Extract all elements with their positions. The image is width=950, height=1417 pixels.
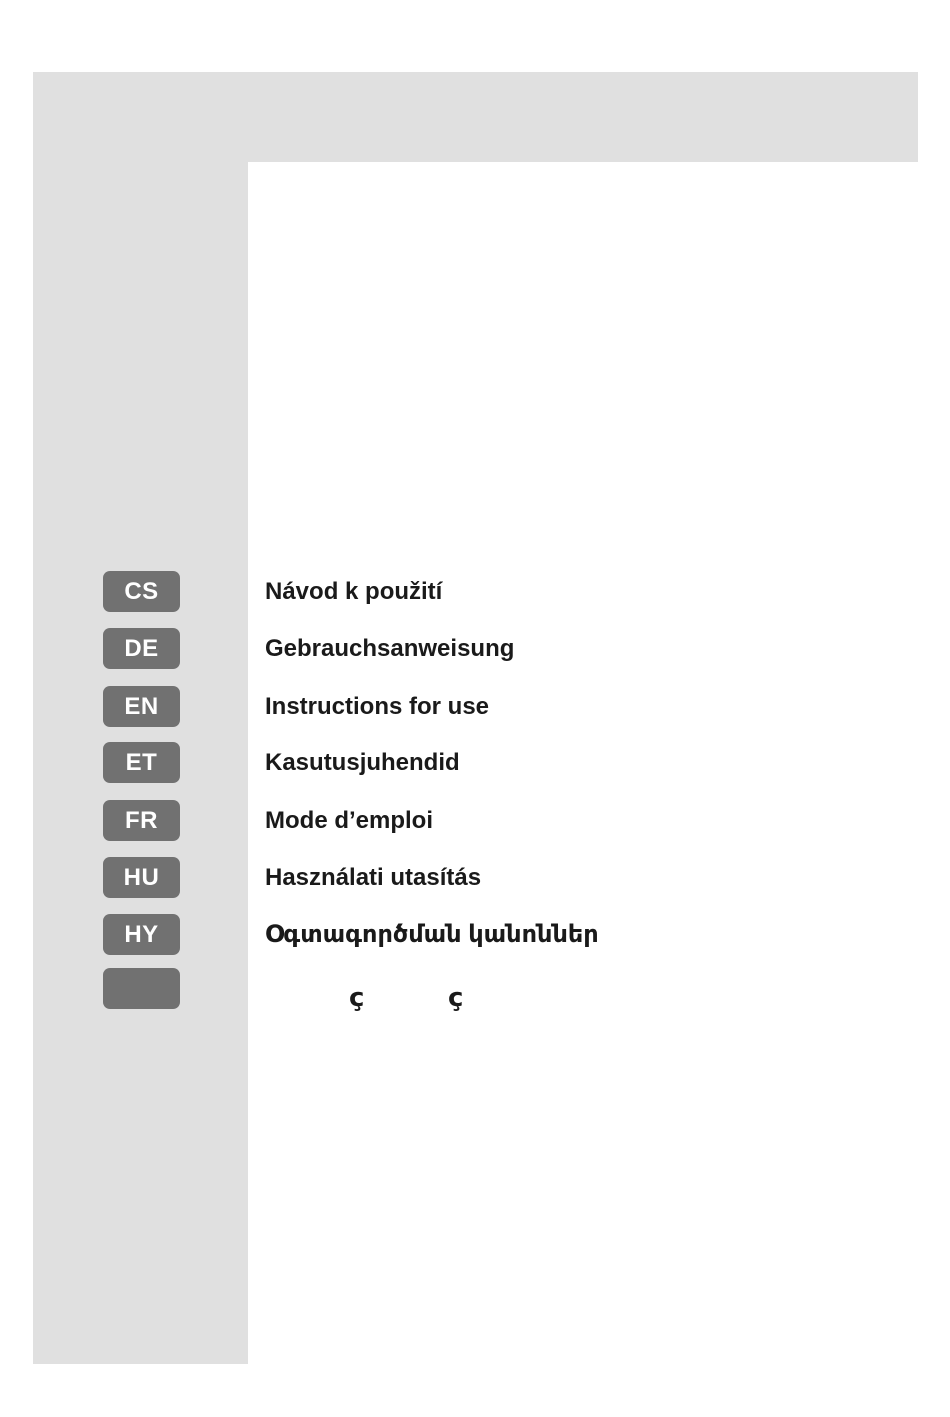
language-badge-hy: HY [103,914,180,955]
language-badge-hu: HU [103,857,180,898]
language-badge-de: DE [103,628,180,669]
language-title-en: Instructions for use [265,692,490,720]
language-badge-fr: FR [103,800,180,841]
language-title-cs: Návod k použití [265,577,443,605]
language-title-hy: Օգտագործման կանոններ [265,921,599,948]
language-title-et: Kasutusjuhendid [265,748,460,776]
language-badge-blank [103,968,180,1009]
language-badge-cs: CS [103,571,180,612]
language-title-de: Gebrauchsanweisung [265,634,515,662]
language-title-fr: Mode d’emploi [265,806,433,834]
partial-glyph-1: ç [349,983,365,1013]
language-badge-en: EN [103,686,180,727]
language-title-hu: Használati utasítás [265,863,482,891]
language-badge-et: ET [103,742,180,783]
partial-glyph-2: ç [448,983,464,1013]
